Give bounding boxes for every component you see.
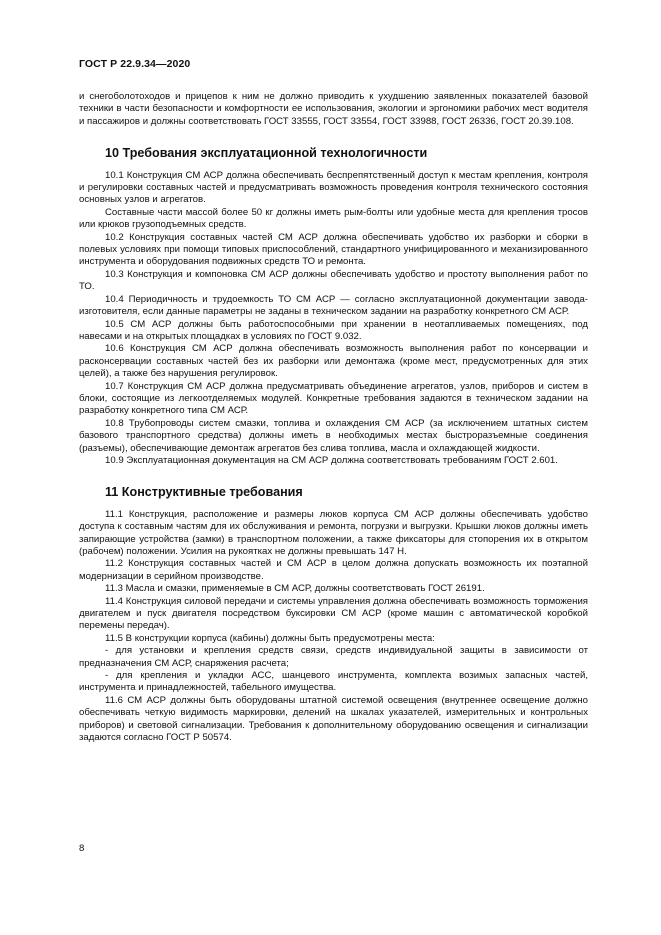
list-item: - для крепления и укладки АСС, шанцевого инструмента, комплекта возимых запасных частей, инструмента и принадлежностей, табельного имущества.	[79, 670, 588, 694]
section-10-title: 10 Требования эксплуатационной технологичности	[105, 146, 428, 161]
paragraph: 11.3 Масла и смазки, применяемые в СМ АСР, должны соответствовать ГОСТ 26191.	[105, 583, 485, 595]
paragraph: 11.1 Конструкция, расположение и размеры люков корпуса СМ АСР должны обеспечивать удобство доступа к составным частям для их обслуживания и ремонта, погрузки и выгрузки. Крышки люков должны иметь запирающие устройства (замки) в транспортном положении, а также фиксаторы для стопорения их в открытом (рабочем) положении. Усилия на рукоятках не должны превышать 147 Н.	[79, 508, 588, 557]
page-content	[79, 91, 588, 745]
paragraph: 10.4 Периодичность и трудоемкость ТО СМ АСР — согласно эксплуатационной документации завода-изготовителя, если данные параметры не заданы в техническом задании на разработку конкретного СМ АСР.	[79, 293, 588, 318]
paragraph: 11.2 Конструкция составных частей и СМ АСР в целом должна допускать возможность их поэтапной модернизации в серийном производстве.	[79, 558, 588, 582]
paragraph: 10.7 Конструкция СМ АСР должна предусматривать объединение агрегатов, узлов, приборов и систем в блоки, состоящие из легкоотделяемых модулей. Конкретные требования задаются в техническом задании на разработку конкретного типа СМ АСР.	[79, 380, 588, 417]
page-number: 8	[79, 843, 85, 854]
paragraph: 10.8 Трубопроводы систем смазки, топлива и охлаждения СМ АСР (за исключением штатных систем базового транспортного средства) должны иметь в необходимых местах быстроразъемные соединения (разъемы), обеспечивающие демонтаж агрегатов без слива топлива, масла и охлаждающей жидкости.	[79, 417, 588, 454]
paragraph: 10.9 Эксплуатационная документация на СМ АСР должна соответствовать требованиям ГОСТ 2.601.	[105, 454, 558, 466]
paragraph: 11.4 Конструкция силовой передачи и системы управления должна обеспечивать возможность торможения двигателем и пуск двигателя посредством буксировки СМ АСР (кроме машин с автоматической коробкой перемены передач).	[79, 595, 588, 632]
section-11-title: 11 Конструктивные требования	[105, 485, 303, 500]
intro-paragraph: и снегоболотоходов и прицепов к ним не должно приводить к ухудшению заявленных показателей базовой техники в части безопасности и комфортности ее использования, экологии и эргономики рабочих мест водителя и пассажиров и должны соответствовать ГОСТ 33555, ГОСТ 33554, ГОСТ 33988, ГОСТ 26336, ГОСТ 20.39.108.	[79, 91, 588, 127]
list-item: - для установки и крепления средств связи, средств индивидуальной защиты в зависимости от предназначения СМ АСР, снаряжения расчета;	[79, 645, 588, 669]
paragraph: 10.2 Конструкция составных частей СМ АСР должна обеспечивать удобство их разборки и сборки в полевых условиях при помощи типовых приспособлений, стандартного унифицированного и механизированного инструмента и оборудования подвижных средств ТО и ремонта.	[79, 231, 588, 268]
paragraph: 10.6 Конструкция СМ АСР должна обеспечивать возможность выполнения работ по консервации и расконсервации составных частей без их разборки или демонтажа (кроме мест, предусмотренных для этих целей), а также без нарушения регулировок.	[79, 343, 588, 380]
paragraph: 10.5 СМ АСР должны быть работоспособными при хранении в неотапливаемых помещениях, под навесами и на открытых площадках в условиях по ГОСТ 9.032.	[79, 318, 588, 342]
document-header: ГОСТ Р 22.9.34—2020	[79, 58, 191, 70]
paragraph: 10.1 Конструкция СМ АСР должна обеспечивать беспрепятственный доступ к местам крепления, контроля и регулировки составных частей и предусматривать возможность проведения контроля технического состояния основных узлов и агрегатов.	[79, 169, 588, 206]
paragraph: Составные части массой более 50 кг должны иметь рым-болты или удобные места для крепления тросов или крюков грузоподъемных средств.	[79, 206, 588, 231]
paragraph: 11.6 СМ АСР должны быть оборудованы штатной системой освещения (внутреннее освещение должно обеспечивать четкую видимость маркировки, делений на шкалах указателей, измерительных и контрольных приборов) и световой сигнализации. Требования к дополнительному оборудованию освещения и сигнализации задаются согласно ГОСТ Р 50574.	[79, 694, 588, 744]
paragraph: 10.3 Конструкция и компоновка СМ АСР должны обеспечивать удобство и простоту выполнения работ по ТО.	[79, 268, 588, 293]
paragraph: 11.5 В конструкции корпуса (кабины) должны быть предусмотрены места:	[105, 632, 435, 644]
